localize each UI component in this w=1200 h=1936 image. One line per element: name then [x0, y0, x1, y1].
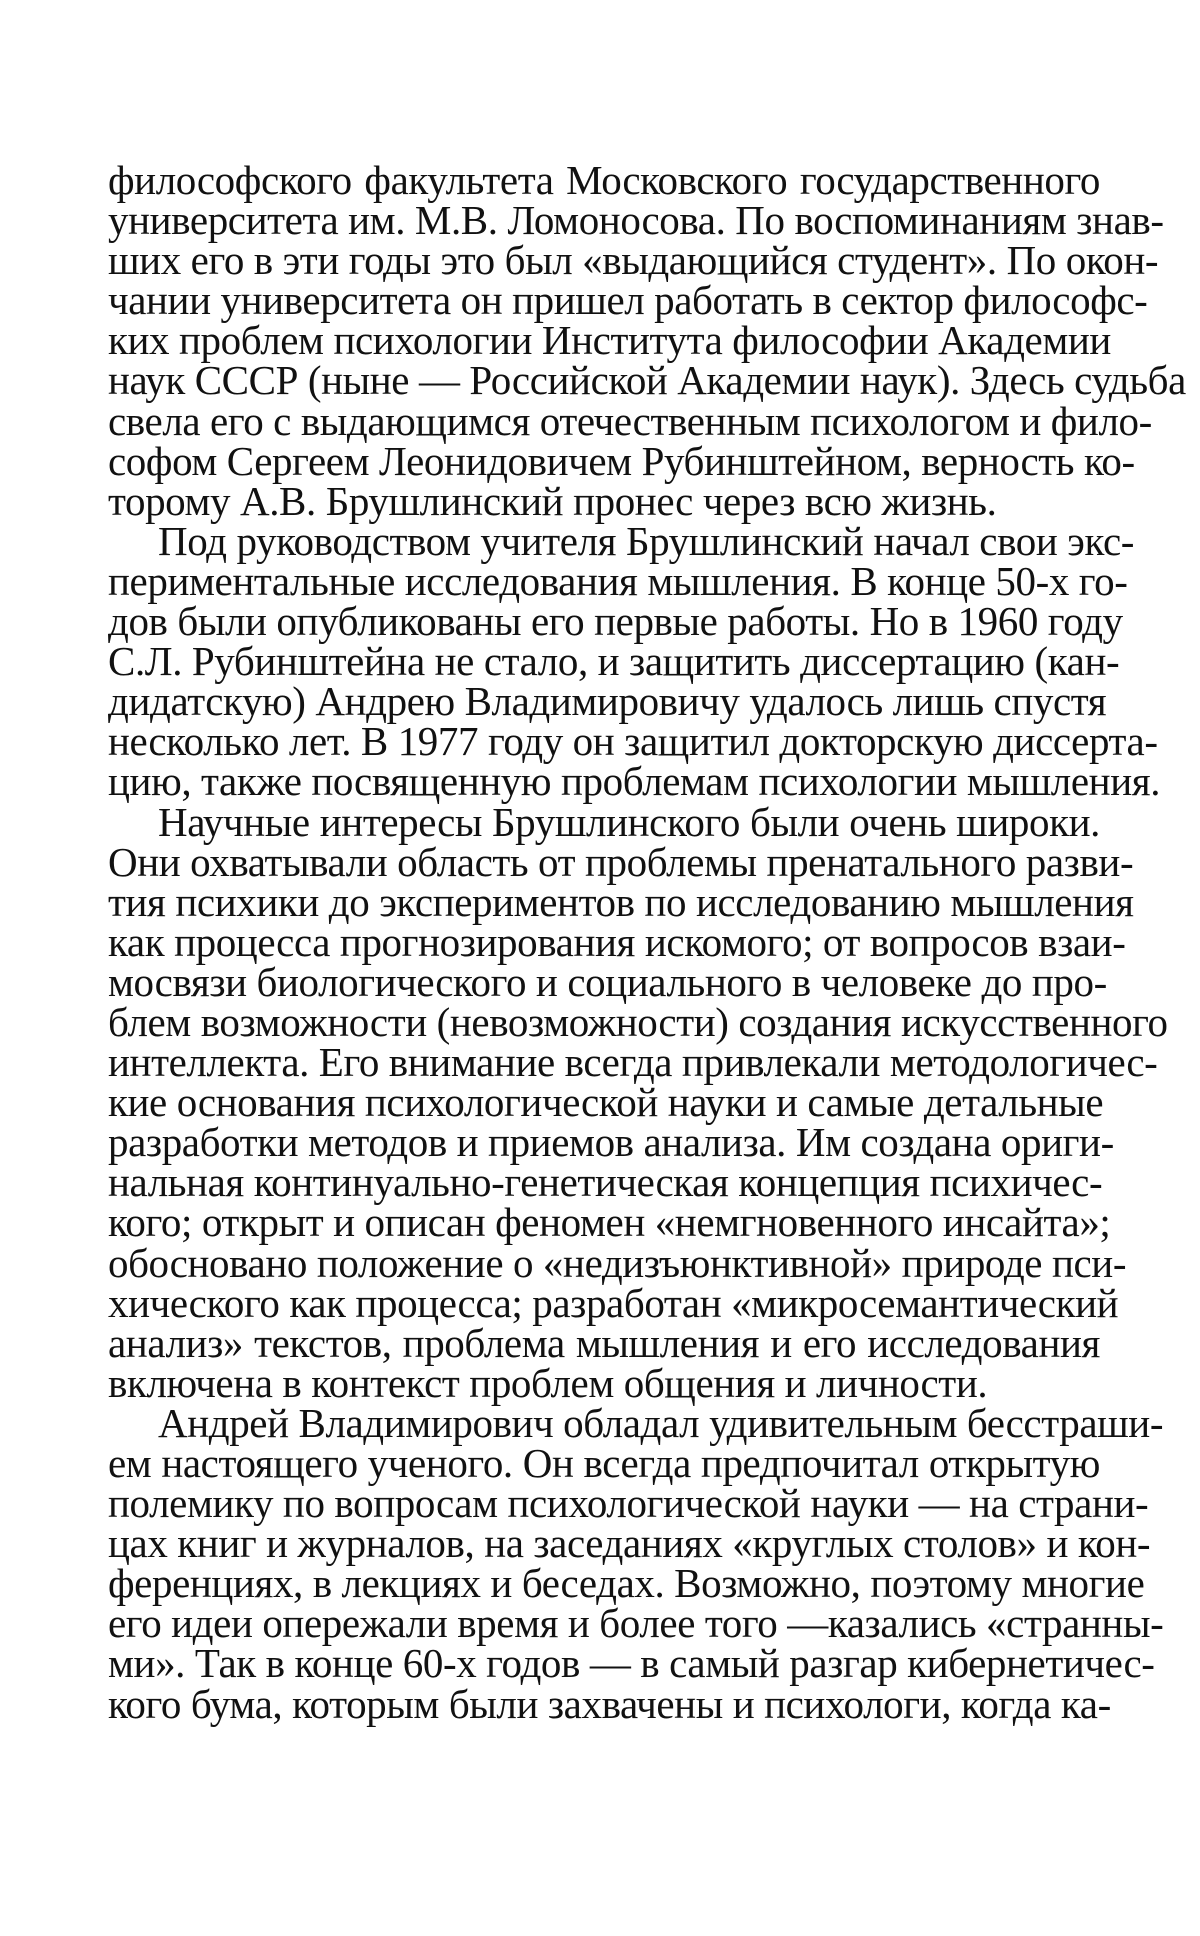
- text-line: ших его в эти годы это был «выдающийся студент». По окон-: [108, 237, 1159, 284]
- text-line: наук СССР (ныне — Российской Академии наук). Здесь судьба: [108, 357, 1186, 404]
- paragraph-3: [108, 798, 1168, 1406]
- text-line: периментальные исследования мышления. В конце 50-х го-: [108, 557, 1128, 604]
- text-line: блем возможности (невозможности) создания искусственного: [108, 998, 1168, 1045]
- text-line: свела его с выдающимся отечественным психологом и фило-: [108, 397, 1152, 444]
- text-line: хического как процесса; разработан «микросемантический: [108, 1279, 1119, 1326]
- text-line: софом Сергеем Леонидовичем Рубинштейном, верность ко-: [108, 437, 1135, 484]
- text-line: дов были опубликованы его первые работы. Но в 1960 году: [108, 598, 1123, 645]
- text-line: полемику по вопросам психологической науки — на страни-: [108, 1480, 1149, 1527]
- text-line: как процесса прогнозирования искомого; от вопросов взаи-: [108, 918, 1126, 965]
- text-line: цах книг и журналов, на заседаниях «круглых столов» и кон-: [108, 1520, 1151, 1567]
- text-line: торому А.В. Брушлинский пронес через всю жизнь.: [108, 477, 997, 524]
- text-line: его идеи опережали время и более того —казались «странны-: [108, 1600, 1164, 1647]
- text-line: интеллекта. Его внимание всегда привлекали методологичес-: [108, 1039, 1158, 1086]
- text-line: включена в контекст проблем общения и личности.: [108, 1359, 988, 1406]
- text-line: цию, также посвященную проблемам психологии мышления.: [108, 758, 1161, 805]
- text-line: кие основания психологической науки и самые детальные: [108, 1079, 1104, 1126]
- text-line: Под руководством учителя Брушлинский начал свои экс-: [158, 517, 1135, 564]
- text-line: Они охватывали область от проблемы пренатального разви-: [108, 838, 1134, 885]
- text-line: ем настоящего ученого. Он всегда предпочитал открытую: [108, 1440, 1100, 1486]
- text-line: мосвязи биологического и социального в человеке до про-: [108, 958, 1107, 1005]
- text-line: ференциях, в лекциях и беседах. Возможно, поэтому многие: [108, 1560, 1145, 1607]
- text-line: обосновано положение о «недизъюнктивной» природе пси-: [108, 1239, 1127, 1286]
- text-line: кого; открыт и описан феномен «немгновенного инсайта»;: [108, 1199, 1111, 1246]
- text-line: нальная континуально-генетическая концепция психичес-: [108, 1159, 1103, 1206]
- text-line: анализ» текстов, проблема мышления и его исследования: [108, 1319, 1100, 1366]
- text-line: С.Л. Рубинштейна не стало, и защитить диссертацию (кан-: [108, 638, 1120, 685]
- text-line: кого бума, которым были захвачены и психологи, когда ка-: [108, 1680, 1111, 1727]
- text-line: Научные интересы Брушлинского были очень широки.: [158, 798, 1100, 845]
- text-line: ми». Так в конце 60-х годов — в самый разгар кибернетичес-: [108, 1640, 1155, 1687]
- paragraph-2: [108, 517, 1161, 805]
- text-line: университета им. М.В. Ломоносова. По воспоминаниям знав-: [108, 197, 1164, 244]
- text-line: чании университета он пришел работать в сектор философс-: [108, 277, 1148, 324]
- paragraph-4: [108, 1399, 1164, 1727]
- paragraph-1: [108, 157, 1186, 524]
- text-line: несколько лет. В 1977 году он защитил докторскую диссерта-: [108, 718, 1158, 765]
- text-line: разработки методов и приемов анализа. Им создана ориги-: [108, 1119, 1114, 1166]
- text-line: тия психики до экспериментов по исследованию мышления: [108, 878, 1134, 925]
- page-body: [108, 157, 1186, 1727]
- text-line: ких проблем психологии Института философии Академии: [108, 317, 1111, 364]
- text-line: философского факультета Московского государственного: [108, 157, 1100, 203]
- text-line: Андрей Владимирович обладал удивительным бесстраши-: [158, 1399, 1164, 1446]
- text-line: дидатскую) Андрею Владимировичу удалось лишь спустя: [108, 678, 1107, 725]
